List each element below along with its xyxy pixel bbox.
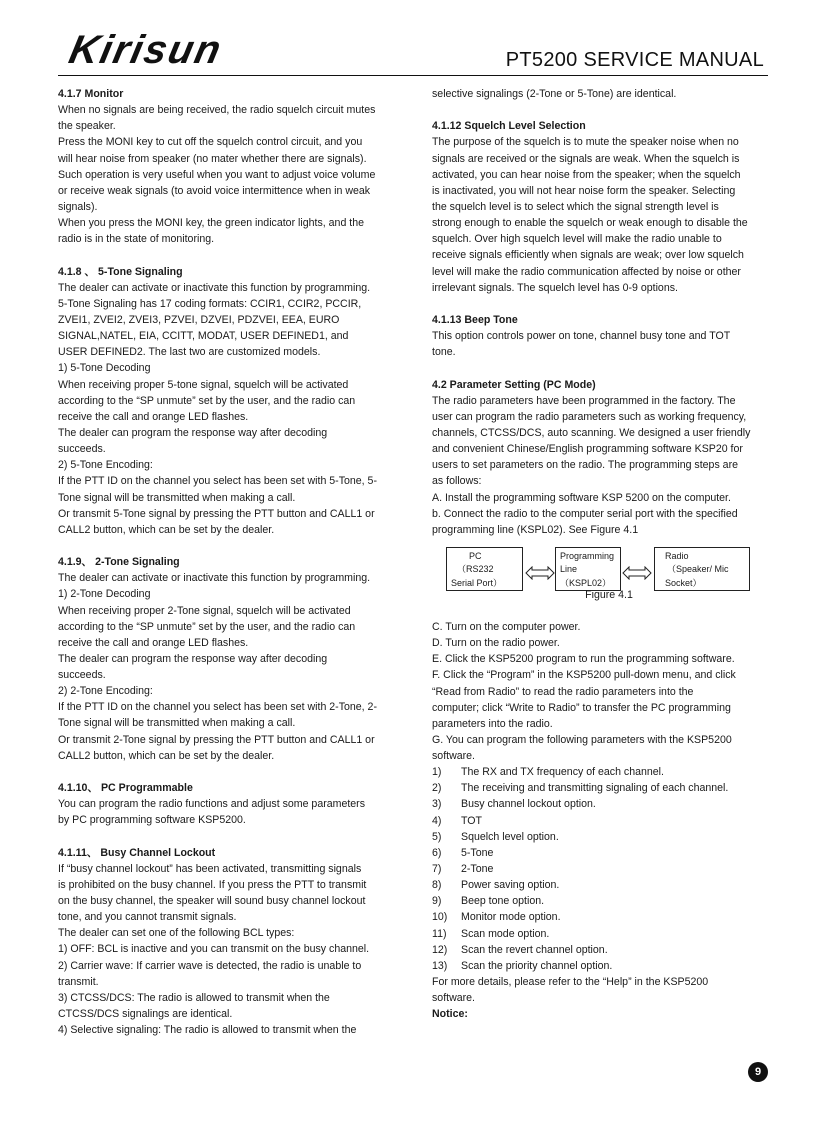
text-line: 2) Carrier wave: If carrier wave is detected, the radio is unable to	[58, 959, 362, 972]
text-line: C. Turn on the computer power.	[432, 620, 581, 633]
list-item	[432, 909, 770, 925]
list-item-number: 12)	[432, 943, 448, 956]
list-item-text: 5-Tone	[461, 846, 494, 859]
text-line: squelch. Over high squelch level will make the radio unable to	[432, 233, 722, 246]
text-line: succeeds.	[58, 669, 106, 682]
text-line: For more details, please refer to the “Help” in the KSP5200	[432, 976, 709, 989]
list-item-text: TOT	[461, 814, 482, 827]
text-line: is prohibited on the busy channel. If you press the PTT to transmit	[58, 878, 367, 891]
text-line: 4) Selective signaling: The radio is allowed to transmit when the	[58, 1024, 357, 1037]
text-line: on the busy channel, the speaker will sound busy channel lockout	[58, 895, 366, 908]
list-item	[432, 813, 770, 829]
text-line: as follows:	[432, 475, 482, 488]
text-line: level will make the radio communication affected by noise or other	[432, 265, 741, 278]
text-line: The dealer can set one of the following BCL types:	[58, 927, 295, 940]
text-line: or receive weak signals (to avoid voice intermittence when in weak	[58, 184, 371, 197]
text-line: D. Turn on the radio power.	[432, 637, 560, 650]
text-line: Press the MONI key to cut off the squelch control circuit, and you	[58, 136, 363, 149]
text-line: ZVEI1, ZVEI2, ZVEI3, PZVEI, DZVEI, PDZVEI, EEA, EURO	[58, 313, 340, 326]
text-line: “Read from Radio” to read the radio parameters into the	[432, 685, 694, 698]
pc-box: PC （RS232 Serial Port）	[446, 547, 523, 591]
text-line: is inactivated, you will not hear noise form the speaker. Selecting	[432, 184, 736, 197]
text-line: signals are received or the signals are weak. When the squelch is	[432, 152, 740, 165]
list-item-text: Power saving option.	[461, 879, 560, 892]
text-line: the speaker.	[58, 120, 116, 133]
paragraph-gap	[58, 764, 396, 780]
text-line: When no signals are being received, the radio squelch circuit mutes	[58, 104, 376, 117]
text-line: When you press the MONI key, the green indicator lights, and the	[58, 217, 365, 230]
text-line: computer; click “Write to Radio” to transfer the PC programming	[432, 701, 731, 714]
text-line: 1) 5-Tone Decoding	[58, 362, 151, 375]
paragraph-gap	[58, 828, 396, 844]
section-heading: 4.1.8 、 5-Tone Signaling	[58, 265, 183, 278]
text-line: by PC programming software KSP5200.	[58, 814, 246, 827]
text-line: Such operation is very useful when you want to adjust voice volume	[58, 168, 376, 181]
header-divider	[58, 75, 768, 76]
list-item-number: 2)	[432, 782, 442, 795]
list-item-number: 7)	[432, 863, 442, 876]
text-line: 1) 2-Tone Decoding	[58, 588, 151, 601]
list-item	[432, 893, 770, 909]
section-heading: 4.1.13 Beep Tone	[432, 313, 518, 326]
list-item-text: Scan the revert channel option.	[461, 943, 608, 956]
text-line: SIGNAL,NATEL, EIA, CCITT, MODAT, USER DEFINED1, and	[58, 330, 349, 343]
list-item	[432, 796, 770, 812]
list-item	[432, 829, 770, 845]
kirisun-logo: Kirisun	[65, 28, 227, 72]
paragraph-gap	[432, 360, 770, 376]
text-line: irrelevant signals. The squelch level has 0-9 options.	[432, 281, 678, 294]
list-item-number: 8)	[432, 879, 442, 892]
text-line: The dealer can activate or inactivate this function by programming.	[58, 281, 371, 294]
list-item-number: 9)	[432, 895, 442, 908]
list-item-text: Squelch level option.	[461, 830, 559, 843]
list-item-number: 5)	[432, 830, 442, 843]
text-line: G. You can program the following parameters with the KSP5200	[432, 733, 732, 746]
text-line: The purpose of the squelch is to mute the speaker noise when no	[432, 136, 739, 149]
text-line: software.	[432, 750, 475, 763]
section-heading: 4.1.9、 2-Tone Signaling	[58, 556, 180, 569]
list-item-number: 11)	[432, 927, 447, 940]
list-item-text: Monitor mode option.	[461, 911, 561, 924]
text-line: The dealer can activate or inactivate this function by programming.	[58, 572, 371, 585]
list-item	[432, 958, 770, 974]
list-item	[432, 877, 770, 893]
list-item-text: Busy channel lockout option.	[461, 798, 596, 811]
text-line: A. Install the programming software KSP 5200 on the computer.	[432, 491, 731, 504]
text-line: If the PTT ID on the channel you select has been set with 2-Tone, 2-	[58, 701, 377, 714]
programming-line-box: Programming Line （KSPL02）	[555, 547, 621, 591]
text-line: 5-Tone Signaling has 17 coding formats: CCIR1, CCIR2, PCCIR,	[58, 297, 362, 310]
text-line: user can program the radio parameters such as working frequency,	[432, 410, 747, 423]
paragraph-gap	[432, 102, 770, 118]
list-item-number: 3)	[432, 798, 442, 811]
text-line: CALL2 button, which can be set by the dealer.	[58, 523, 275, 536]
text-line: This option controls power on tone, channel busy tone and TOT	[432, 330, 731, 343]
text-line: according to the “SP unmute” set by the user, and the radio can	[58, 620, 356, 633]
section-heading: 4.1.10、 PC Programmable	[58, 782, 193, 795]
text-line: signals).	[58, 200, 98, 213]
text-line: receive the call and orange LED flashes.	[58, 636, 249, 649]
list-item-text: The receiving and transmitting signaling of each channel.	[461, 782, 729, 795]
text-line: will hear noise from speaker (no mater whether there are signals).	[58, 152, 367, 165]
list-item-text: 2-Tone	[461, 863, 494, 876]
text-line: CALL2 button, which can be set by the dealer.	[58, 749, 275, 762]
text-line: strong enough to enable the squelch or weak enough to disable the	[432, 217, 748, 230]
text-line: tone.	[432, 346, 456, 359]
figure-caption: Figure 4.1	[585, 588, 633, 601]
text-line: 3) CTCSS/DCS: The radio is allowed to transmit when the	[58, 991, 330, 1004]
text-line: according to the “SP unmute” set by the user, and the radio can	[58, 394, 356, 407]
list-item-text: Beep tone option.	[461, 895, 545, 908]
double-arrow-icon	[622, 566, 652, 580]
double-arrow-icon	[525, 566, 555, 580]
text-line: 1) OFF: BCL is inactive and you can transmit on the busy channel.	[58, 943, 370, 956]
text-line: receive signals efficiently when signals are weak; over low squelch	[432, 249, 744, 262]
section-heading: 4.2 Parameter Setting (PC Mode)	[432, 378, 596, 391]
list-item	[432, 942, 770, 958]
text-line: F. Click the “Program” in the KSP5200 pull-down menu, and click	[432, 669, 736, 682]
text-line: If the PTT ID on the channel you select has been set with 5-Tone, 5-	[58, 475, 377, 488]
text-line: You can program the radio functions and adjust some parameters	[58, 798, 366, 811]
text-line: software.	[432, 992, 475, 1005]
text-line: USER DEFINED2. The last two are customized models.	[58, 346, 321, 359]
list-item	[432, 845, 770, 861]
text-line: radio is in the state of monitoring.	[58, 233, 215, 246]
text-line: 2) 5-Tone Encoding:	[58, 459, 153, 472]
text-line: users to set parameters on the radio. The programming steps are	[432, 459, 738, 472]
text-line: If “busy channel lockout” has been activated, transmitting signals	[58, 862, 362, 875]
section-heading: Notice:	[432, 1008, 468, 1021]
list-item	[432, 764, 770, 780]
text-line: parameters into the radio.	[432, 717, 553, 730]
text-line: programming line (KSPL02). See Figure 4.1	[432, 523, 639, 536]
text-line: selective signalings (2-Tone or 5-Tone) are identical.	[432, 88, 677, 100]
page-header-title: PT5200 SERVICE MANUAL	[505, 49, 764, 71]
list-item-text: The RX and TX frequency of each channel.	[461, 766, 664, 779]
text-line: Or transmit 2-Tone signal by pressing the PTT button and CALL1 or	[58, 733, 375, 746]
text-line: CTCSS/DCS signalings are identical.	[58, 1008, 233, 1021]
text-line: and convenient Chinese/English programming software KSP20 for	[432, 443, 743, 456]
paragraph-gap	[58, 247, 396, 263]
list-item	[432, 926, 770, 942]
text-line: The radio parameters have been programmed in the factory. The	[432, 394, 736, 407]
list-item	[432, 861, 770, 877]
section-heading: 4.1.7 Monitor	[58, 88, 124, 100]
text-line: The dealer can program the response way after decoding	[58, 426, 328, 439]
text-line: tone, and you cannot transmit signals.	[58, 911, 237, 924]
paragraph-gap	[432, 296, 770, 312]
right-column	[432, 86, 770, 1022]
page-number: 9	[748, 1062, 768, 1082]
text-line: 2) 2-Tone Encoding:	[58, 685, 153, 698]
paragraph-gap	[58, 538, 396, 554]
text-line: Tone signal will be transmitted when making a call.	[58, 491, 296, 504]
left-column	[58, 86, 396, 1038]
text-line: The dealer can program the response way after decoding	[58, 652, 328, 665]
list-item-number: 1)	[432, 766, 442, 779]
list-item-number: 10)	[432, 911, 448, 924]
text-line: Tone signal will be transmitted when making a call.	[58, 717, 296, 730]
text-line: receive the call and orange LED flashes.	[58, 410, 249, 423]
text-line: E. Click the KSP5200 program to run the programming software.	[432, 653, 735, 666]
text-line: b. Connect the radio to the computer serial port with the specified	[432, 507, 738, 520]
radio-box: Radio （Speaker/ Mic Socket）	[654, 547, 750, 591]
section-heading: 4.1.11、 Busy Channel Lockout	[58, 846, 216, 859]
text-line: activated, you can hear noise from the speaker; when the squelch	[432, 168, 741, 181]
text-line: succeeds.	[58, 443, 106, 456]
text-line: Or transmit 5-Tone signal by pressing the PTT button and CALL1 or	[58, 507, 375, 520]
list-item-number: 6)	[432, 846, 442, 859]
list-item-text: Scan the priority channel option.	[461, 959, 613, 972]
text-line: When receiving proper 5-tone signal, squelch will be activated	[58, 378, 349, 391]
text-line: transmit.	[58, 975, 99, 988]
list-item-number: 13)	[432, 959, 448, 972]
list-item-text: Scan mode option.	[461, 927, 550, 940]
text-line: channels, CTCSS/DCS, auto scanning. We designed a user friendly	[432, 426, 751, 439]
list-item	[432, 780, 770, 796]
text-line: When receiving proper 2-Tone signal, squelch will be activated	[58, 604, 351, 617]
list-item-number: 4)	[432, 814, 442, 827]
connection-diagram	[432, 538, 770, 623]
text-line: the squelch level is to select which the signal strength level is	[432, 200, 719, 213]
section-heading: 4.1.12 Squelch Level Selection	[432, 120, 586, 133]
